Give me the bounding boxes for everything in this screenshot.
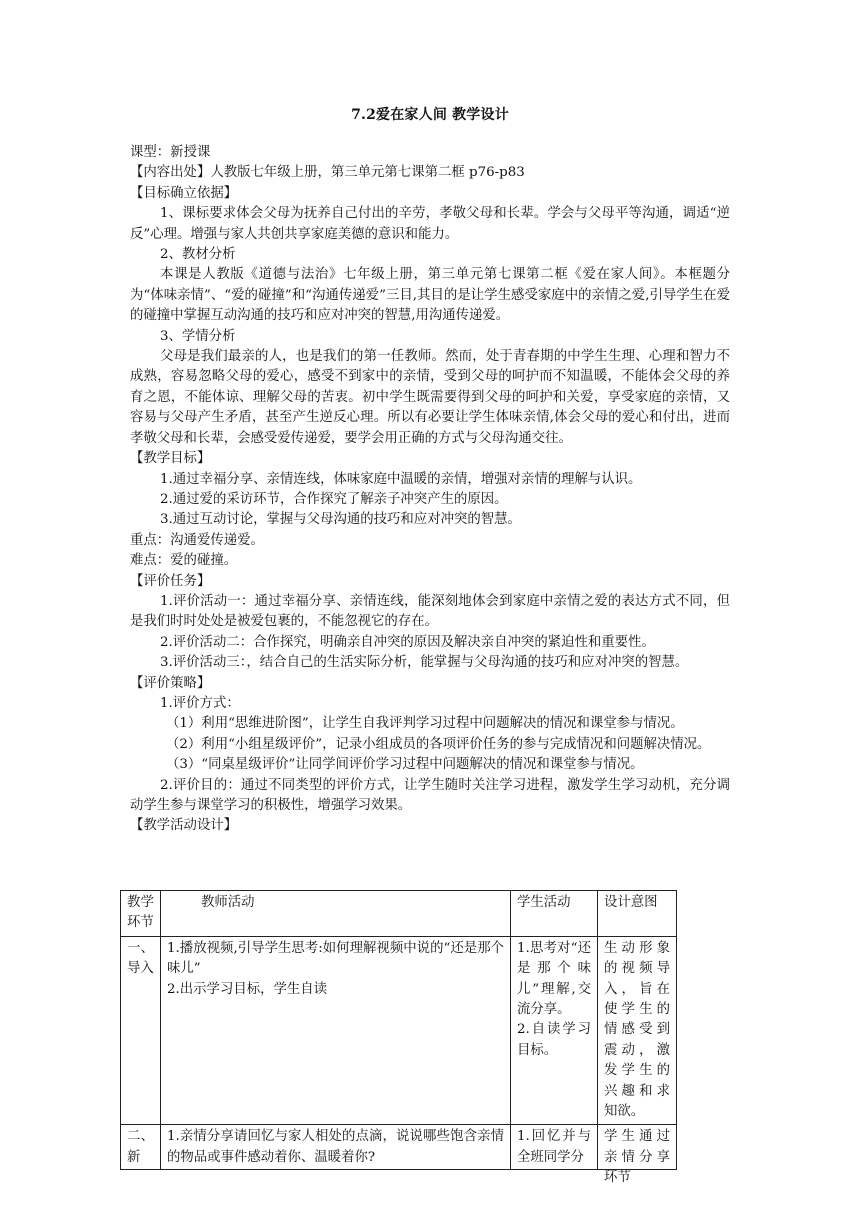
strategy-1-heading: 1.评价方式： (160, 695, 240, 711)
teacher-activity: 1.播放视频,引导学生思考:如何理解视频中说的“还是那个味儿” (167, 940, 504, 977)
stage-text: 二、新 (127, 1129, 154, 1165)
basis-paragraph-3: 父母是我们最亲的人，也是我们的第一任教师。然而，处于青春期的中学生生理、心理和智力不成熟，容易忽略父母的爱心，感受不到家中的亲情，受到父母的呵护而不知温暖，不能体会父母的养育之恩，不能体谅、理解父母的苦衷。初中学生既需要得到父母的呵护和关爱，享受家庭的亲情，又容易与父母产生矛盾，甚至产生逆反心理。所以有必要让学生体味亲情,体会父母的爱心和付出，进而孝敬父母和长辈，会感受爱传递爱，要学会用正确的方式与父母沟通交往。 (130, 349, 730, 446)
difficult-point: 难点：爱的碰撞。 (130, 553, 238, 569)
activity-heading: 【教学活动设计】 (130, 818, 238, 834)
document-body (130, 143, 730, 837)
document-title: 7.2爱在家人间 教学设计 (351, 107, 509, 123)
strategy-method: （2）利用“小组星级评价”，记录小组成员的各项评价任务的参与完成情况和问题解决情况。 (166, 736, 711, 752)
strategy-method: （1）利用“思维进阶图”，让学生自我评判学习过程中问题解决的情况和课堂参与情况。 (166, 716, 684, 732)
teacher-activity: 1.亲情分享请回忆与家人相处的点滴，说说哪些饱含亲情的物品或事件感动着你、温暖着你? (167, 1129, 504, 1165)
task-item: 1.评价活动一：通过幸福分享、亲情连线，能深刻地体会到家庭中亲情之爱的表达方式不同，但是我们时时处处是被爱包裹的，不能忽视它的存在。 (130, 593, 730, 630)
basis-2-heading: 2、教材分析 (160, 247, 236, 263)
student-activity: 1.思考对“还是那个味儿”理解,交流分享。 (517, 940, 591, 1018)
stage-cell (121, 1125, 161, 1170)
basis-heading: 【目标确立依据】 (130, 185, 238, 201)
student-activity: 2.自读学习目标。 (517, 1022, 591, 1058)
goals-heading: 【教学目标】 (130, 451, 211, 467)
student-cell (511, 1125, 598, 1170)
teacher-cell (161, 1125, 511, 1170)
intent-text: 学生通过亲情分享环节 (604, 1129, 670, 1186)
tasks-heading: 【评价任务】 (130, 573, 211, 589)
task-item: 2.评价活动二：合作探究，明确亲自冲突的原因及解决亲自冲突的紧迫性和重要性。 (160, 634, 655, 650)
strategy-2: 2.评价目的：通过不同类型的评价方式，让学生随时关注学习进程，激发学生学习动机，充分调动学生参与课堂学习的积极性，增强学习效果。 (130, 777, 730, 813)
key-point: 重点：沟通爱传递爱。 (130, 532, 264, 548)
table-row (121, 1125, 677, 1170)
intent-cell (598, 1125, 677, 1186)
basis-paragraph-2: 本课是人教版《道德与法治》七年级上册，第三单元第七课第二框《爱在家人间》。本框题分为“体味亲情”、“爱的碰撞”和“沟通传递爱”三目,其目的是让学生感受家庭中的亲情之爱,引导学生在爱的碰撞中掌握互动沟通的技巧和应对冲突的智慧,用沟通传递爱。 (130, 267, 730, 324)
task-item: 3.评价活动三：，结合自己的生活实际分析，能掌握与父母沟通的技巧和应对冲突的智慧。 (160, 655, 689, 671)
lesson-type: 课型：新授课 (130, 145, 211, 160)
table-row (121, 936, 677, 1125)
stage-cell: 一、导入 (121, 936, 161, 1125)
header-cell: 教师活动 (161, 891, 511, 937)
header-cell: 设计意图 (598, 891, 677, 937)
intent-cell: 生动形象的视频导入，旨在使学生的情感受到震动，激发学生的兴趣和求知欲。 (598, 936, 677, 1125)
basis-3-heading: 3、学情分析 (160, 328, 236, 344)
teacher-activity: 2.出示学习目标，学生自读 (167, 981, 328, 997)
activity-table (120, 890, 677, 1186)
content-source: 【内容出处】人教版七年级上册，第三单元第七课第二框 p76-p83 (130, 165, 525, 181)
table-header-row (121, 891, 677, 937)
header-cell: 教学环节 (121, 891, 161, 937)
student-activity: 1.回忆并与全班同学分 (517, 1129, 591, 1165)
teacher-cell (161, 936, 511, 1125)
strategy-heading: 【评价策略】 (130, 675, 211, 691)
strategy-method: （3）“同桌星级评价”让同学间评价学习过程中问题解决的情况和课堂参与情况。 (166, 757, 644, 773)
basis-paragraph-1: 1、课标要求体会父母为抚养自己付出的辛劳，孝敬父母和长辈。学会与父母平等沟通，调适“逆反”心理。增强与家人共创共享家庭美德的意识和能力。 (130, 206, 730, 242)
header-cell: 学生活动 (511, 891, 598, 937)
student-cell (511, 936, 598, 1125)
goal-item: 1.通过幸福分享、亲情连线，体味家庭中温暖的亲情，增强对亲情的理解与认识。 (160, 471, 642, 487)
goal-item: 3.通过互动讨论，掌握与父母沟通的技巧和应对冲突的智慧。 (160, 512, 521, 528)
goal-item: 2.通过爱的采访环节，合作探究了解亲子冲突产生的原因。 (160, 491, 508, 507)
